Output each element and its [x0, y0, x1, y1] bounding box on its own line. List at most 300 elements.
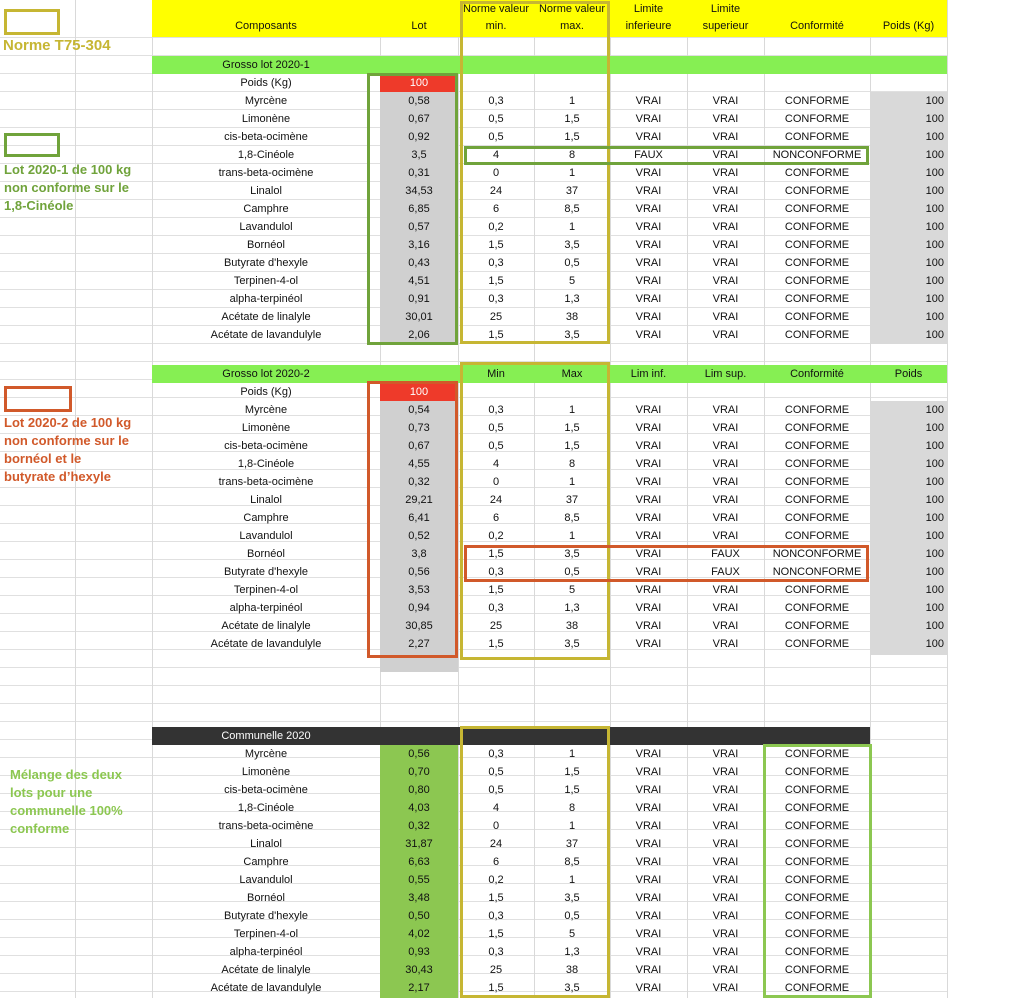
mix-cell-max[interactable] — [534, 763, 610, 781]
lot1-cell-lim-sup[interactable] — [687, 218, 764, 236]
lot2-cell-lim-sup[interactable] — [687, 599, 764, 617]
mix-cell-min[interactable] — [458, 871, 534, 889]
lot1-cell-lim-inf[interactable] — [610, 290, 687, 308]
lot2-weight-label[interactable] — [152, 383, 380, 401]
lot1-cell-lot[interactable] — [380, 326, 458, 344]
mix-cell-component[interactable] — [152, 799, 380, 817]
mix-cell-lim-inf[interactable] — [610, 745, 687, 763]
mix-cell-lot[interactable] — [380, 745, 458, 763]
lot1-cell-min[interactable] — [458, 92, 534, 110]
lot1-cell-lot[interactable] — [380, 290, 458, 308]
lot1-cell-poids[interactable] — [870, 326, 947, 344]
lot2-cell-component[interactable] — [152, 635, 380, 653]
lot2-cell-lim-inf[interactable] — [610, 617, 687, 635]
lot1-cell-lot[interactable] — [380, 128, 458, 146]
lot1-cell-conformite[interactable] — [764, 92, 870, 110]
mix-cell-conformite[interactable] — [764, 907, 870, 925]
lot1-cell-min[interactable] — [458, 128, 534, 146]
mix-cell-conformite[interactable] — [764, 835, 870, 853]
lot1-cell-lim-sup[interactable] — [687, 290, 764, 308]
lot1-cell-min[interactable] — [458, 110, 534, 128]
lot2-cell-conformite[interactable] — [764, 509, 870, 527]
lot2-cell-min[interactable] — [458, 527, 534, 545]
lot2-cell-lim-inf[interactable] — [610, 509, 687, 527]
lot2-cell-max[interactable] — [534, 473, 610, 491]
mix-cell-conformite[interactable] — [764, 799, 870, 817]
lot1-cell-min[interactable] — [458, 182, 534, 200]
lot2-cell-max[interactable] — [534, 455, 610, 473]
mix-cell-max[interactable] — [534, 889, 610, 907]
lot1-cell-poids[interactable] — [870, 92, 947, 110]
lot2-cell-min[interactable] — [458, 509, 534, 527]
mix-cell-lot[interactable] — [380, 907, 458, 925]
lot2-cell-poids[interactable] — [870, 437, 947, 455]
mix-cell-lim-inf[interactable] — [610, 907, 687, 925]
lot2-cell-conformite[interactable] — [764, 635, 870, 653]
lot2-cell-component[interactable] — [152, 599, 380, 617]
mix-cell-min[interactable] — [458, 835, 534, 853]
lot2-cell-lot[interactable] — [380, 527, 458, 545]
lot1-cell-conformite[interactable] — [764, 290, 870, 308]
lot2-cell-lim-inf[interactable] — [610, 599, 687, 617]
lot1-cell-conformite[interactable] — [764, 128, 870, 146]
lot2-cell-poids[interactable] — [870, 635, 947, 653]
lot2-cell-lim-inf[interactable] — [610, 545, 687, 563]
mix-cell-min[interactable] — [458, 889, 534, 907]
lot2-cell-min[interactable] — [458, 545, 534, 563]
lot1-cell-component[interactable] — [152, 254, 380, 272]
mix-cell-lim-inf[interactable] — [610, 853, 687, 871]
mix-cell-lot[interactable] — [380, 871, 458, 889]
lot1-cell-lim-inf[interactable] — [610, 308, 687, 326]
lot2-cell-poids[interactable] — [870, 581, 947, 599]
lot1-cell-poids[interactable] — [870, 146, 947, 164]
mix-cell-lot[interactable] — [380, 979, 458, 997]
lot1-cell-max[interactable] — [534, 254, 610, 272]
mix-cell-component[interactable] — [152, 835, 380, 853]
lot2-cell-min[interactable] — [458, 473, 534, 491]
lot2-cell-poids[interactable] — [870, 563, 947, 581]
lot1-cell-min[interactable] — [458, 164, 534, 182]
lot1-cell-max[interactable] — [534, 308, 610, 326]
lot1-cell-conformite[interactable] — [764, 254, 870, 272]
mix-cell-lot[interactable] — [380, 943, 458, 961]
mix-cell-lim-sup[interactable] — [687, 871, 764, 889]
mix-cell-conformite[interactable] — [764, 817, 870, 835]
mix-cell-conformite[interactable] — [764, 781, 870, 799]
lot2-cell-max[interactable] — [534, 437, 610, 455]
mix-cell-min[interactable] — [458, 979, 534, 997]
mix-cell-lim-inf[interactable] — [610, 799, 687, 817]
lot1-cell-conformite[interactable] — [764, 146, 870, 164]
lot2-cell-lot[interactable] — [380, 401, 458, 419]
lot1-cell-min[interactable] — [458, 146, 534, 164]
lot2-cell-lim-sup[interactable] — [687, 401, 764, 419]
lot1-cell-min[interactable] — [458, 254, 534, 272]
lot1-weight-label[interactable] — [152, 74, 380, 92]
lot2-cell-conformite[interactable] — [764, 581, 870, 599]
lot2-cell-poids[interactable] — [870, 617, 947, 635]
mix-cell-min[interactable] — [458, 817, 534, 835]
lot2-cell-conformite[interactable] — [764, 491, 870, 509]
mix-cell-component[interactable] — [152, 853, 380, 871]
lot1-cell-poids[interactable] — [870, 164, 947, 182]
lot2-cell-lot[interactable] — [380, 617, 458, 635]
mix-cell-max[interactable] — [534, 853, 610, 871]
mix-cell-lim-sup[interactable] — [687, 817, 764, 835]
lot2-cell-conformite[interactable] — [764, 527, 870, 545]
lot1-cell-lim-sup[interactable] — [687, 182, 764, 200]
lot1-cell-conformite[interactable] — [764, 200, 870, 218]
header-norme-min[interactable] — [458, 0, 534, 37]
mix-cell-lim-sup[interactable] — [687, 907, 764, 925]
mix-cell-lim-sup[interactable] — [687, 925, 764, 943]
mix-cell-component[interactable] — [152, 943, 380, 961]
mix-cell-lim-sup[interactable] — [687, 943, 764, 961]
lot2-cell-component[interactable] — [152, 545, 380, 563]
lot2-cell-lot[interactable] — [380, 455, 458, 473]
lot2-cell-component[interactable] — [152, 509, 380, 527]
mix-cell-component[interactable] — [152, 925, 380, 943]
lot1-cell-component[interactable] — [152, 110, 380, 128]
lot1-cell-poids[interactable] — [870, 182, 947, 200]
mix-cell-component[interactable] — [152, 781, 380, 799]
mix-cell-component[interactable] — [152, 871, 380, 889]
mix-cell-lot[interactable] — [380, 781, 458, 799]
lot1-cell-max[interactable] — [534, 326, 610, 344]
mix-cell-max[interactable] — [534, 817, 610, 835]
lot1-cell-lim-sup[interactable] — [687, 326, 764, 344]
lot1-cell-lim-inf[interactable] — [610, 164, 687, 182]
lot1-cell-lim-sup[interactable] — [687, 164, 764, 182]
mix-cell-component[interactable] — [152, 763, 380, 781]
lot1-cell-lim-inf[interactable] — [610, 146, 687, 164]
lot1-cell-max[interactable] — [534, 236, 610, 254]
lot2-cell-lim-inf[interactable] — [610, 437, 687, 455]
lot2-cell-lim-inf[interactable] — [610, 401, 687, 419]
lot2-cell-poids[interactable] — [870, 527, 947, 545]
header-norme-max[interactable] — [534, 0, 610, 37]
lot2-cell-lim-sup[interactable] — [687, 617, 764, 635]
lot2-cell-min[interactable] — [458, 455, 534, 473]
lot1-cell-lot[interactable] — [380, 200, 458, 218]
lot2-cell-lim-sup[interactable] — [687, 419, 764, 437]
lot2-cell-component[interactable] — [152, 401, 380, 419]
mix-cell-lim-inf[interactable] — [610, 961, 687, 979]
lot1-cell-lim-inf[interactable] — [610, 200, 687, 218]
lot1-cell-max[interactable] — [534, 92, 610, 110]
lot2-cell-poids[interactable] — [870, 491, 947, 509]
mix-cell-lot[interactable] — [380, 889, 458, 907]
mix-cell-lim-sup[interactable] — [687, 763, 764, 781]
mix-cell-lim-sup[interactable] — [687, 961, 764, 979]
lot1-cell-component[interactable] — [152, 218, 380, 236]
mix-cell-lot[interactable] — [380, 961, 458, 979]
mix-cell-lot[interactable] — [380, 835, 458, 853]
mix-cell-lot[interactable] — [380, 817, 458, 835]
lot2-cell-component[interactable] — [152, 437, 380, 455]
lot2-head-poids[interactable] — [870, 365, 947, 383]
lot2-cell-conformite[interactable] — [764, 437, 870, 455]
mix-cell-max[interactable] — [534, 925, 610, 943]
mix-cell-max[interactable] — [534, 907, 610, 925]
lot2-cell-conformite[interactable] — [764, 419, 870, 437]
mix-cell-min[interactable] — [458, 853, 534, 871]
lot2-cell-lim-sup[interactable] — [687, 527, 764, 545]
lot1-cell-conformite[interactable] — [764, 326, 870, 344]
lot1-cell-min[interactable] — [458, 236, 534, 254]
lot2-cell-lim-inf[interactable] — [610, 635, 687, 653]
lot1-cell-lot[interactable] — [380, 182, 458, 200]
lot2-cell-lot[interactable] — [380, 473, 458, 491]
lot1-cell-lot[interactable] — [380, 92, 458, 110]
lot1-cell-poids[interactable] — [870, 200, 947, 218]
lot2-cell-lot[interactable] — [380, 635, 458, 653]
lot1-cell-poids[interactable] — [870, 218, 947, 236]
mix-cell-min[interactable] — [458, 763, 534, 781]
lot1-weight[interactable] — [380, 74, 458, 92]
lot2-cell-max[interactable] — [534, 509, 610, 527]
lot2-cell-lot[interactable] — [380, 491, 458, 509]
lot2-cell-max[interactable] — [534, 599, 610, 617]
lot1-cell-lim-sup[interactable] — [687, 200, 764, 218]
lot1-cell-poids[interactable] — [870, 128, 947, 146]
mix-cell-component[interactable] — [152, 889, 380, 907]
lot1-cell-component[interactable] — [152, 326, 380, 344]
mix-cell-min[interactable] — [458, 925, 534, 943]
lot2-head-max[interactable] — [534, 365, 610, 383]
mix-cell-conformite[interactable] — [764, 763, 870, 781]
lot1-cell-lim-sup[interactable] — [687, 254, 764, 272]
mix-cell-max[interactable] — [534, 799, 610, 817]
mix-cell-conformite[interactable] — [764, 979, 870, 997]
mix-cell-lim-inf[interactable] — [610, 871, 687, 889]
lot1-cell-lim-sup[interactable] — [687, 92, 764, 110]
mix-cell-component[interactable] — [152, 907, 380, 925]
header-lim-inf[interactable] — [610, 0, 687, 37]
mix-cell-lim-inf[interactable] — [610, 925, 687, 943]
lot2-cell-lim-inf[interactable] — [610, 419, 687, 437]
lot2-cell-lot[interactable] — [380, 419, 458, 437]
lot1-cell-max[interactable] — [534, 128, 610, 146]
lot2-cell-poids[interactable] — [870, 599, 947, 617]
lot1-cell-component[interactable] — [152, 308, 380, 326]
mix-cell-max[interactable] — [534, 979, 610, 997]
lot2-cell-lim-inf[interactable] — [610, 491, 687, 509]
lot1-cell-max[interactable] — [534, 200, 610, 218]
mix-cell-lim-inf[interactable] — [610, 889, 687, 907]
lot1-cell-component[interactable] — [152, 272, 380, 290]
lot1-cell-lim-inf[interactable] — [610, 128, 687, 146]
lot1-cell-min[interactable] — [458, 218, 534, 236]
mix-cell-lim-inf[interactable] — [610, 763, 687, 781]
lot2-cell-lot[interactable] — [380, 563, 458, 581]
lot1-cell-poids[interactable] — [870, 110, 947, 128]
lot1-cell-conformite[interactable] — [764, 236, 870, 254]
lot1-cell-component[interactable] — [152, 92, 380, 110]
lot1-cell-conformite[interactable] — [764, 110, 870, 128]
lot2-cell-conformite[interactable] — [764, 599, 870, 617]
lot1-cell-min[interactable] — [458, 326, 534, 344]
lot2-cell-max[interactable] — [534, 617, 610, 635]
mix-cell-conformite[interactable] — [764, 961, 870, 979]
lot1-cell-lot[interactable] — [380, 110, 458, 128]
mix-cell-conformite[interactable] — [764, 889, 870, 907]
lot2-cell-component[interactable] — [152, 473, 380, 491]
lot1-title[interactable] — [152, 56, 380, 74]
lot2-cell-component[interactable] — [152, 455, 380, 473]
mix-cell-max[interactable] — [534, 745, 610, 763]
mix-cell-lim-sup[interactable] — [687, 745, 764, 763]
lot2-cell-min[interactable] — [458, 635, 534, 653]
lot2-cell-component[interactable] — [152, 581, 380, 599]
lot2-cell-poids[interactable] — [870, 455, 947, 473]
mix-cell-conformite[interactable] — [764, 745, 870, 763]
lot2-cell-lim-inf[interactable] — [610, 563, 687, 581]
lot1-cell-lim-inf[interactable] — [610, 272, 687, 290]
lot2-cell-poids[interactable] — [870, 419, 947, 437]
lot1-cell-poids[interactable] — [870, 272, 947, 290]
mix-cell-lot[interactable] — [380, 763, 458, 781]
lot2-cell-poids[interactable] — [870, 545, 947, 563]
lot2-cell-min[interactable] — [458, 401, 534, 419]
lot2-title[interactable] — [152, 365, 380, 383]
mix-cell-component[interactable] — [152, 745, 380, 763]
mix-cell-min[interactable] — [458, 781, 534, 799]
mix-cell-min[interactable] — [458, 745, 534, 763]
mix-cell-lim-sup[interactable] — [687, 799, 764, 817]
lot1-cell-max[interactable] — [534, 218, 610, 236]
mix-cell-min[interactable] — [458, 961, 534, 979]
lot1-cell-max[interactable] — [534, 182, 610, 200]
lot1-cell-lim-sup[interactable] — [687, 308, 764, 326]
mix-cell-min[interactable] — [458, 907, 534, 925]
lot1-cell-lim-sup[interactable] — [687, 146, 764, 164]
lot2-cell-max[interactable] — [534, 491, 610, 509]
lot1-cell-lot[interactable] — [380, 146, 458, 164]
lot2-cell-lot[interactable] — [380, 599, 458, 617]
header-composants[interactable] — [152, 0, 380, 37]
lot2-cell-min[interactable] — [458, 491, 534, 509]
mix-cell-max[interactable] — [534, 961, 610, 979]
lot2-cell-poids[interactable] — [870, 509, 947, 527]
lot2-cell-component[interactable] — [152, 617, 380, 635]
lot1-cell-component[interactable] — [152, 200, 380, 218]
lot1-cell-component[interactable] — [152, 290, 380, 308]
mix-cell-conformite[interactable] — [764, 871, 870, 889]
lot1-cell-conformite[interactable] — [764, 218, 870, 236]
lot2-cell-lot[interactable] — [380, 581, 458, 599]
lot2-head-liminf[interactable] — [610, 365, 687, 383]
lot1-cell-lot[interactable] — [380, 218, 458, 236]
mix-cell-conformite[interactable] — [764, 925, 870, 943]
lot2-cell-component[interactable] — [152, 527, 380, 545]
lot1-cell-max[interactable] — [534, 164, 610, 182]
mix-cell-lot[interactable] — [380, 799, 458, 817]
lot2-cell-conformite[interactable] — [764, 617, 870, 635]
lot1-cell-lot[interactable] — [380, 254, 458, 272]
mix-cell-max[interactable] — [534, 943, 610, 961]
lot2-cell-lim-sup[interactable] — [687, 437, 764, 455]
lot2-cell-component[interactable] — [152, 491, 380, 509]
mix-cell-conformite[interactable] — [764, 853, 870, 871]
mix-cell-max[interactable] — [534, 835, 610, 853]
lot2-cell-conformite[interactable] — [764, 563, 870, 581]
lot1-cell-lim-inf[interactable] — [610, 326, 687, 344]
lot2-cell-max[interactable] — [534, 419, 610, 437]
lot1-cell-lim-inf[interactable] — [610, 182, 687, 200]
lot2-cell-lim-sup[interactable] — [687, 581, 764, 599]
mix-cell-lot[interactable] — [380, 853, 458, 871]
lot2-cell-max[interactable] — [534, 527, 610, 545]
lot2-cell-lim-sup[interactable] — [687, 545, 764, 563]
lot1-cell-lim-inf[interactable] — [610, 92, 687, 110]
lot2-weight[interactable] — [380, 383, 458, 401]
lot1-cell-lim-inf[interactable] — [610, 218, 687, 236]
lot2-cell-lim-sup[interactable] — [687, 509, 764, 527]
lot2-cell-conformite[interactable] — [764, 545, 870, 563]
header-conformite[interactable] — [764, 0, 870, 37]
lot2-head-limsup[interactable] — [687, 365, 764, 383]
lot2-cell-poids[interactable] — [870, 401, 947, 419]
lot1-cell-lim-sup[interactable] — [687, 236, 764, 254]
lot2-head-conf[interactable] — [764, 365, 870, 383]
lot1-cell-component[interactable] — [152, 164, 380, 182]
lot2-cell-lim-sup[interactable] — [687, 473, 764, 491]
lot1-cell-poids[interactable] — [870, 290, 947, 308]
lot2-cell-component[interactable] — [152, 419, 380, 437]
lot1-cell-lim-inf[interactable] — [610, 254, 687, 272]
lot2-head-min[interactable] — [458, 365, 534, 383]
lot1-cell-lot[interactable] — [380, 164, 458, 182]
lot1-cell-conformite[interactable] — [764, 164, 870, 182]
lot1-cell-lim-sup[interactable] — [687, 128, 764, 146]
lot1-cell-max[interactable] — [534, 272, 610, 290]
lot1-cell-lim-inf[interactable] — [610, 110, 687, 128]
lot1-cell-max[interactable] — [534, 290, 610, 308]
lot2-cell-min[interactable] — [458, 437, 534, 455]
lot1-cell-lot[interactable] — [380, 236, 458, 254]
lot2-cell-lim-inf[interactable] — [610, 527, 687, 545]
header-poids[interactable] — [870, 0, 947, 37]
lot1-cell-conformite[interactable] — [764, 182, 870, 200]
lot1-cell-min[interactable] — [458, 272, 534, 290]
header-lot[interactable] — [380, 0, 458, 37]
lot1-cell-min[interactable] — [458, 290, 534, 308]
mix-cell-lim-sup[interactable] — [687, 835, 764, 853]
lot2-cell-conformite[interactable] — [764, 473, 870, 491]
lot2-cell-max[interactable] — [534, 563, 610, 581]
lot2-cell-lim-inf[interactable] — [610, 455, 687, 473]
mix-cell-max[interactable] — [534, 781, 610, 799]
lot2-cell-lim-inf[interactable] — [610, 473, 687, 491]
lot1-cell-conformite[interactable] — [764, 272, 870, 290]
lot2-cell-lim-sup[interactable] — [687, 455, 764, 473]
mix-cell-lim-sup[interactable] — [687, 853, 764, 871]
lot1-cell-component[interactable] — [152, 182, 380, 200]
lot2-cell-lim-sup[interactable] — [687, 635, 764, 653]
lot2-cell-lot[interactable] — [380, 437, 458, 455]
lot2-cell-lim-inf[interactable] — [610, 581, 687, 599]
mix-cell-lim-sup[interactable] — [687, 979, 764, 997]
lot2-cell-min[interactable] — [458, 617, 534, 635]
lot1-cell-lim-inf[interactable] — [610, 236, 687, 254]
lot1-cell-conformite[interactable] — [764, 308, 870, 326]
lot1-cell-lot[interactable] — [380, 272, 458, 290]
lot1-cell-min[interactable] — [458, 200, 534, 218]
lot2-cell-lot[interactable] — [380, 545, 458, 563]
mix-cell-lim-inf[interactable] — [610, 835, 687, 853]
